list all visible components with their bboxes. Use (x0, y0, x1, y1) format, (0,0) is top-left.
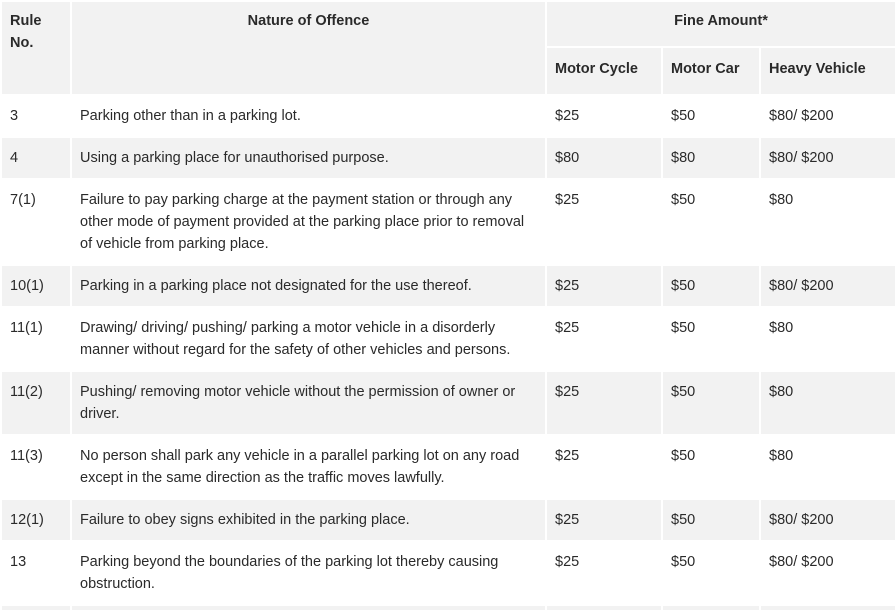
table-row (1, 265, 895, 307)
motor-car-fine: $80 (662, 137, 760, 179)
table-header (1, 1, 895, 95)
offence-cell: No person shall park any vehicle in a parallel parking lot on any road except in the same direction as the traffic moves lawfully. (71, 435, 546, 499)
motor-car-fine: $50 (662, 179, 760, 265)
motor-cycle-fine: $25 (546, 371, 662, 435)
rule-cell: 13 (1, 541, 71, 605)
motor-car-fine: $50 (662, 265, 760, 307)
table-row (1, 371, 895, 435)
heavy-vehicle-fine: $80 (760, 371, 895, 435)
rule-cell: 11(1) (1, 307, 71, 371)
header-motor-cycle: Motor Cycle (546, 47, 662, 95)
motor-cycle-fine: $25 (546, 179, 662, 265)
motor-car-fine: $50 (662, 435, 760, 499)
table-row (1, 541, 895, 605)
header-nature-of-offence: Nature of Offence (71, 1, 546, 95)
motor-car-fine: $50 (662, 541, 760, 605)
header-heavy-vehicle: Heavy Vehicle (760, 47, 895, 95)
table-row (1, 307, 895, 371)
motor-cycle-fine: $25 (546, 265, 662, 307)
offence-cell: Drawing/ driving/ pushing/ parking a motor vehicle in a disorderly manner without regard for the safety of other vehicles and persons. (71, 307, 546, 371)
rule-cell: 11(2) (1, 371, 71, 435)
motor-car-fine: $50 (662, 371, 760, 435)
header-fine-amount: Fine Amount* (546, 1, 895, 47)
table-row (1, 499, 895, 541)
table-row (1, 137, 895, 179)
table-row (1, 179, 895, 265)
heavy-vehicle-fine: $80 (760, 435, 895, 499)
motor-cycle-fine: $25 (546, 307, 662, 371)
rule-cell: 7(1) (1, 179, 71, 265)
rule-cell: 4 (1, 137, 71, 179)
header-motor-car: Motor Car (662, 47, 760, 95)
heavy-vehicle-fine: $80 (760, 307, 895, 371)
offence-cell: Using a parking place for unauthorised purpose. (71, 137, 546, 179)
heavy-vehicle-fine: $80/ $200 (760, 541, 895, 605)
heavy-vehicle-fine: $80/ $200 (760, 499, 895, 541)
offence-cell: Failure to pay parking charge at the payment station or through any other mode of payment provided at the parking place prior to removal of vehicle from parking place. (71, 179, 546, 265)
table-body (1, 95, 895, 611)
motor-car-fine: $50 (662, 95, 760, 137)
motor-cycle-fine: $25 (546, 499, 662, 541)
motor-cycle-fine: $25 (546, 435, 662, 499)
rule-cell: 3 (1, 95, 71, 137)
motor-car-fine: $50 (662, 499, 760, 541)
motor-cycle-fine: $80 (546, 137, 662, 179)
rule-cell: 10(1) (1, 265, 71, 307)
header-rule-no: Rule No. (1, 1, 71, 95)
heavy-vehicle-fine: $80/ $200 (760, 95, 895, 137)
rule-cell: 11(3) (1, 435, 71, 499)
heavy-vehicle-fine: $80 (760, 179, 895, 265)
motor-cycle-fine: $25 (546, 95, 662, 137)
heavy-vehicle-fine: $80/ $200 (760, 265, 895, 307)
rule-cell: 12(1) (1, 499, 71, 541)
offence-cell: Pushing/ removing motor vehicle without the permission of owner or driver. (71, 371, 546, 435)
offence-cell: Parking in a parking place not designated for the use thereof. (71, 265, 546, 307)
offence-cell: Failure to obey signs exhibited in the parking place. (71, 499, 546, 541)
table-row-partial (1, 605, 895, 611)
motor-cycle-fine: $25 (546, 541, 662, 605)
heavy-vehicle-fine: $80/ $200 (760, 137, 895, 179)
offence-cell: Parking other than in a parking lot. (71, 95, 546, 137)
table-row (1, 435, 895, 499)
table-row (1, 95, 895, 137)
motor-car-fine: $50 (662, 307, 760, 371)
offence-cell: Parking beyond the boundaries of the parking lot thereby causing obstruction. (71, 541, 546, 605)
